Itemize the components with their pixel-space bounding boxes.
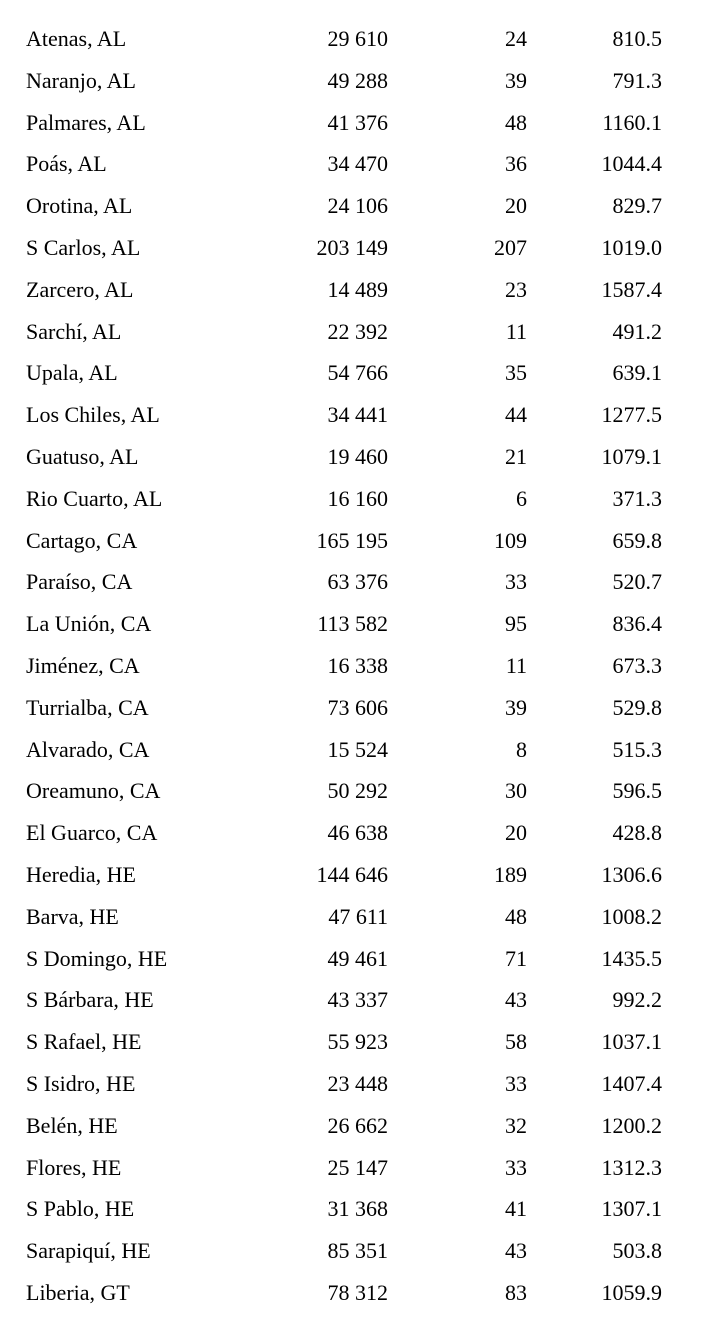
cases-value: 71 [505, 945, 527, 971]
table-row [0, 352, 712, 394]
table-row [0, 938, 712, 980]
table-row [0, 102, 712, 144]
rate-value: 639.1 [612, 360, 662, 386]
canton-name: S Bárbara, HE [26, 987, 154, 1013]
table-row [0, 687, 712, 729]
cases-value: 33 [505, 1070, 527, 1096]
population-value: 22 392 [327, 318, 388, 344]
population-value: 16 338 [327, 652, 388, 678]
table-row [0, 520, 712, 562]
table-row [0, 18, 712, 60]
table-row [0, 394, 712, 436]
rate-value: 1435.5 [601, 945, 662, 971]
cases-value: 83 [505, 1279, 527, 1305]
population-value: 34 441 [327, 402, 388, 428]
table-row [0, 896, 712, 938]
population-value: 85 351 [327, 1238, 388, 1264]
population-value: 43 337 [327, 987, 388, 1013]
cases-value: 11 [505, 652, 527, 678]
rate-value: 520.7 [612, 569, 662, 595]
table-row [0, 478, 712, 520]
table-row [0, 227, 712, 269]
canton-name: Cartago, CA [26, 527, 138, 553]
canton-name: Oreamuno, CA [26, 778, 161, 804]
canton-name: Barva, HE [26, 903, 119, 929]
canton-name: Rio Cuarto, AL [26, 485, 163, 511]
canton-name: Sarchí, AL [26, 318, 122, 344]
rate-value: 1059.9 [601, 1279, 662, 1305]
cases-value: 35 [505, 360, 527, 386]
canton-name: Palmares, AL [26, 109, 146, 135]
canton-name: Los Chiles, AL [26, 402, 160, 428]
rate-value: 791.3 [612, 67, 662, 93]
population-value: 54 766 [327, 360, 388, 386]
rate-value: 1312.3 [601, 1154, 662, 1180]
table-row [0, 561, 712, 603]
table-row [0, 729, 712, 771]
canton-name: Turrialba, CA [26, 694, 149, 720]
rate-value: 1200.2 [601, 1112, 662, 1138]
cases-value: 48 [505, 109, 527, 135]
table-row [0, 1272, 712, 1314]
cases-value: 8 [516, 736, 527, 762]
rate-value: 810.5 [612, 26, 662, 51]
population-value: 73 606 [327, 694, 388, 720]
cases-value: 32 [505, 1112, 527, 1138]
canton-name: S Rafael, HE [26, 1029, 142, 1055]
population-value: 15 524 [327, 736, 388, 762]
population-value: 49 288 [327, 67, 388, 93]
population-value: 29 610 [327, 26, 388, 51]
canton-name: S Isidro, HE [26, 1070, 136, 1096]
rate-value: 1277.5 [601, 402, 662, 428]
cases-value: 48 [505, 903, 527, 929]
table-row [0, 770, 712, 812]
cases-value: 20 [505, 193, 527, 219]
canton-name: Guatuso, AL [26, 443, 139, 469]
canton-name: Zarcero, AL [26, 276, 134, 302]
cases-value: 23 [505, 276, 527, 302]
rate-value: 829.7 [612, 193, 662, 219]
rate-value: 596.5 [612, 778, 662, 804]
population-value: 144 646 [316, 861, 388, 887]
table-row [0, 60, 712, 102]
population-value: 41 376 [327, 109, 388, 135]
population-value: 50 292 [327, 778, 388, 804]
canton-name: Liberia, GT [26, 1279, 130, 1305]
rate-value: 992.2 [612, 987, 662, 1013]
population-value: 49 461 [327, 945, 388, 971]
population-value: 47 611 [328, 903, 388, 929]
cases-value: 41 [505, 1196, 527, 1222]
table-row [0, 1063, 712, 1105]
population-value: 19 460 [327, 443, 388, 469]
cases-value: 95 [505, 611, 527, 637]
rate-value: 659.8 [612, 527, 662, 553]
cases-value: 33 [505, 569, 527, 595]
cases-value: 207 [494, 234, 527, 260]
canton-name: El Guarco, CA [26, 820, 158, 846]
cases-value: 20 [505, 820, 527, 846]
rate-value: 503.8 [612, 1238, 662, 1264]
population-value: 165 195 [316, 527, 388, 553]
population-value: 24 106 [327, 193, 388, 219]
table-row [0, 143, 712, 185]
table-row [0, 1147, 712, 1189]
canton-name: S Domingo, HE [26, 945, 168, 971]
canton-name: Sarapiquí, HE [26, 1238, 151, 1264]
cases-value: 39 [505, 67, 527, 93]
canton-name: Upala, AL [26, 360, 118, 386]
canton-name: Flores, HE [26, 1154, 122, 1180]
table-row [0, 1188, 712, 1230]
cases-value: 30 [505, 778, 527, 804]
canton-name: Jiménez, CA [26, 652, 140, 678]
cases-value: 44 [505, 402, 527, 428]
rate-value: 673.3 [612, 652, 662, 678]
rate-value: 1307.1 [601, 1196, 662, 1222]
canton-name: Heredia, HE [26, 861, 136, 887]
rate-value: 529.8 [612, 694, 662, 720]
rate-value: 836.4 [612, 611, 662, 637]
rate-value: 1407.4 [601, 1070, 662, 1096]
population-value: 63 376 [327, 569, 388, 595]
canton-name: Atenas, AL [26, 26, 127, 51]
cases-value: 21 [505, 443, 527, 469]
cases-value: 11 [505, 318, 527, 344]
population-value: 78 312 [327, 1279, 388, 1305]
population-value: 113 582 [317, 611, 388, 637]
rate-value: 371.3 [612, 485, 662, 511]
cases-value: 109 [494, 527, 527, 553]
table-row [0, 854, 712, 896]
cases-value: 36 [505, 151, 527, 177]
rate-value: 1044.4 [601, 151, 662, 177]
table-row [0, 1230, 712, 1272]
rate-value: 515.3 [612, 736, 662, 762]
population-value: 14 489 [327, 276, 388, 302]
cases-value: 6 [516, 485, 527, 511]
canton-name: S Carlos, AL [26, 234, 141, 260]
rate-value: 1160.1 [602, 109, 662, 135]
population-value: 16 160 [327, 485, 388, 511]
table-row [0, 812, 712, 854]
canton-name: Orotina, AL [26, 193, 133, 219]
table-row [0, 1105, 712, 1147]
data-table [0, 18, 712, 1314]
table-row [0, 185, 712, 227]
rate-value: 1306.6 [601, 861, 662, 887]
canton-name: Alvarado, CA [26, 736, 150, 762]
population-value: 25 147 [327, 1154, 388, 1180]
rate-value: 1587.4 [601, 276, 662, 302]
table-row [0, 1021, 712, 1063]
table-row [0, 436, 712, 478]
canton-name: La Unión, CA [26, 611, 152, 637]
cases-value: 43 [505, 987, 527, 1013]
canton-name: Poás, AL [26, 151, 107, 177]
canton-name: S Pablo, HE [26, 1196, 135, 1222]
cases-value: 43 [505, 1238, 527, 1264]
population-value: 23 448 [327, 1070, 388, 1096]
cases-value: 58 [505, 1029, 527, 1055]
canton-name: Belén, HE [26, 1112, 118, 1138]
population-value: 31 368 [327, 1196, 388, 1222]
rate-value: 1008.2 [601, 903, 662, 929]
rate-value: 1037.1 [601, 1029, 662, 1055]
canton-name: Paraíso, CA [26, 569, 133, 595]
population-value: 46 638 [327, 820, 388, 846]
rate-value: 491.2 [612, 318, 662, 344]
table-row [0, 603, 712, 645]
table-row [0, 311, 712, 353]
table-row [0, 979, 712, 1021]
cases-value: 24 [505, 26, 527, 51]
table-row [0, 269, 712, 311]
rate-value: 1019.0 [601, 234, 662, 260]
population-value: 34 470 [327, 151, 388, 177]
table-row [0, 645, 712, 687]
cases-value: 189 [494, 861, 527, 887]
population-value: 26 662 [327, 1112, 388, 1138]
population-value: 203 149 [316, 234, 388, 260]
population-value: 55 923 [327, 1029, 388, 1055]
canton-name: Naranjo, AL [26, 67, 136, 93]
rate-value: 428.8 [612, 820, 662, 846]
cases-value: 39 [505, 694, 527, 720]
cases-value: 33 [505, 1154, 527, 1180]
rate-value: 1079.1 [601, 443, 662, 469]
